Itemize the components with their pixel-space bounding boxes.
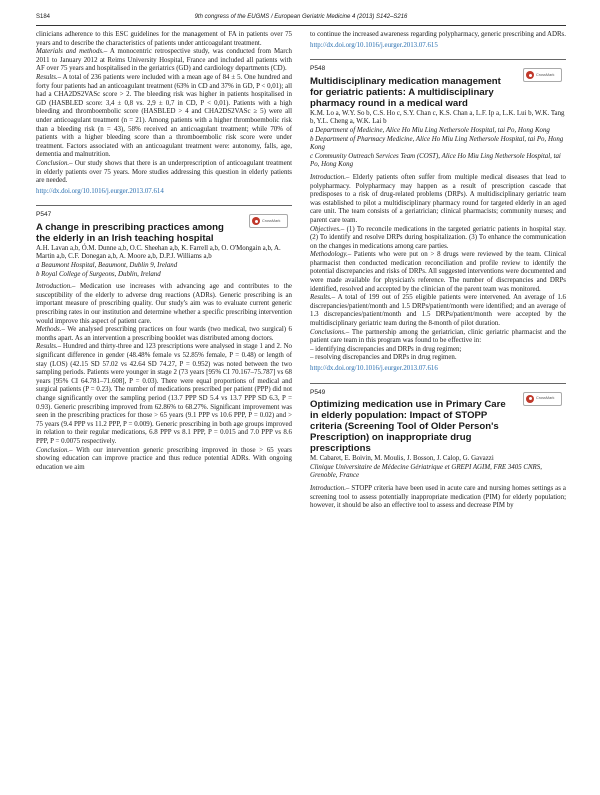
conclusion-text: With our intervention generic prescribing improved in those > 65 years showing education can improve practice and thus reduce potential ADRs. With ongoing education we aim	[36, 446, 292, 471]
results-paragraph	[36, 74, 292, 160]
author-list: K.M. Lo a, W.Y. So b, C.S. Ho c, S.Y. Chan c, K.S. Chan a, L.F. Ip a, L.K. Lui b, W.K. Tang b, Y.L. Cheng a, W.K. Lai b	[310, 109, 565, 126]
affiliation: Clinique Universitaire de Médecine Gériatrique et GREPI AGIM, FRE 3405 CNRS, Grenoble, France	[310, 463, 542, 480]
crossmark-label: CrossMark	[536, 396, 555, 401]
page-header	[36, 14, 566, 24]
objectives-text: (1) To reconcile medications in the targeted geriatric patients in hospital stay. (2) To identify and resolve DRPs during hospitalization. (3) To enhance the communication on the changes in medications among care parties.	[310, 225, 566, 250]
abstract-title: Optimizing medication use in Primary Care in elderly population: Impact of STOPP criteria (Screening Tool of Older Person's Prescription) on inappropriate drug prescriptions	[310, 399, 506, 455]
intro-label: Introduction.–	[310, 173, 350, 181]
p547-heading	[36, 211, 292, 244]
methods-label: Methods.–	[36, 326, 65, 334]
abstract-id: P547	[36, 211, 52, 219]
journal-citation: 9th congress of the EUGMS / European Geriatric Medicine 4 (2013) S142–S216	[194, 14, 408, 20]
abstract-title: Multidisciplinary medication management for geriatric patients: A multidisciplinary pharmacy round in a medical ward	[310, 75, 501, 109]
intro-text: Elderly patients often suffer from multiple medical diseases that lead to polypharmacy. Polypharmacy may happen as a result of prescription cascade that predisposes to a risk of drug-related problems (DRPs). A multidisciplinary geriatric team was established to pilot a multidisciplinary pharmacy round for targeted elderly in an aged care unit. The team consists of a geriatrician; clinical pharmacists; community nurses; and parent care team.	[310, 173, 566, 224]
conclusion-text: Our study shows that there is an underprescription of anticoagulant treatment in elderly patients over 75 years. More studies addressing this question in elderly patients are needed.	[36, 159, 292, 185]
intro-text: STOPP criteria have been used in acute care and nursing homes settings as a screening tool to assess potentially inappropriate medication (PIM) for elderly population; however, it should be also an effective tool to assess and decrease PIM by	[310, 484, 566, 510]
affiliation-a: a Department of Medicine, Alice Ho Miu Ling Nethersole Hospital, tai Po, Hong Kong	[310, 126, 550, 134]
intro-label: Introduction.–	[310, 484, 350, 492]
p548-heading	[310, 65, 566, 109]
crossmark-icon	[526, 395, 534, 403]
conclusion-label: Conclusion.–	[36, 446, 73, 454]
intro-paragraph	[310, 485, 566, 511]
conclusions-text: The partnership among the geriatrician, clinic geriatric pharmacist and the patient care team in this program was found to be effective in:	[310, 328, 566, 345]
crossmark-badge[interactable]	[249, 214, 288, 228]
doi-link-615[interactable]: http://dx.doi.org/10.1016/j.eurger.2013.07.615	[310, 41, 438, 49]
results-text: Hundred and thirty-three and 123 prescriptions were analysed in stage 1 and 2. No significant difference in gender (48.48% female vs 52.85% female, P = 0.48) or length of stay (LOS) (42.15 SD 57.02 vs 42.64 SD 74.27, P = 0.952) was noted between the two sampling periods. Patients were younger in stage 2 (73 years [95% CI 70.167–75.787] vs 68 years [95% CI 64.781–71.608], P = 0.03). There were equal proportions of medical and surgical patients (P = 0.23). The number of medications prescribed per patient (PPP) did not change significantly over the sampling period (13.7 PPP SD 5.4 vs 13.7 PPP SD 6.3, P = 0.93). Generic prescribing improved from 62.86% to 68.27%. Significant improvement was seen in the prescribing practices for those > 65 years (9.1 PPP vs 10.6 PPP, P = 0.02) and > 75 years (9.4 PPP vs 11.2 PPP, P = 0.009). Generic prescribing in both age groups improved in relation to their regular medications, 6.8 PPP vs 8.1 PPP, P = 0.015 and 7.0 PPP vs 8.6 PPP, P = 0.0075 respectively.	[36, 343, 292, 445]
crossmark-icon	[526, 71, 534, 79]
crossmark-label: CrossMark	[262, 218, 281, 223]
conclusion-label: Conclusion.–	[36, 159, 73, 167]
methods-text: A monocentric retrospective study, was conducted from March 2011 to January 2012 at Reims University Hospital, France and included all patients with AF over 75 years and hospitalised in the geriatrics (GD) and cardiology departments (CD).	[36, 48, 292, 73]
intro-paragraph	[310, 174, 566, 226]
results-paragraph	[310, 294, 566, 328]
objectives-label: Objectives.–	[310, 225, 345, 233]
affiliation-a: a Beaumont Hospital, Beaumont, Dublin 9, Ireland	[36, 262, 178, 270]
results-label: Results.–	[310, 294, 336, 302]
continuation-text: to continue the increased awareness regarding polypharmacy, generic prescribing and ADRs.	[310, 31, 566, 38]
methods-paragraph	[36, 326, 292, 343]
results-label: Results.–	[36, 343, 62, 351]
doi-link-616[interactable]: http://dx.doi.org/10.1016/j.eurger.2013.07.616	[310, 365, 438, 372]
crossmark-label: CrossMark	[536, 72, 555, 77]
intro-label: Introduction.–	[36, 283, 76, 291]
affiliation-b: b Royal College of Surgeons, Dublin, Ireland	[36, 270, 161, 278]
abstract-id: P548	[310, 65, 326, 73]
abstract-id: P549	[310, 388, 326, 396]
left-column	[36, 31, 292, 781]
bullet-item: – resolving discrepancies and DRPs in drug regimen.	[310, 354, 457, 362]
header-rule	[36, 25, 566, 26]
crossmark-badge[interactable]	[523, 68, 562, 82]
methods-label: Materials and methods.–	[36, 48, 108, 56]
methodology-label: Methodology.–	[310, 251, 352, 259]
intro-paragraph	[36, 283, 292, 326]
conclusion-paragraph	[36, 160, 292, 186]
section-divider	[310, 383, 566, 384]
conclusion-paragraph	[36, 447, 292, 473]
bullet-item: – identifying discrepancies and DRPs in drug regimen;	[310, 345, 462, 353]
page-number: S184	[36, 14, 51, 20]
affiliation-b: b Department of Pharmacy Medicine, Alice Ho Miu Ling Nethersole Hospital, tai Po, Hong Kong	[310, 135, 564, 152]
methods-paragraph	[36, 48, 292, 74]
abstract-title: A change in prescribing practices among the elderly in an Irish teaching hospital	[36, 221, 224, 244]
doi-link-614[interactable]: http://dx.doi.org/10.1016/j.eurger.2013.07.614	[36, 187, 164, 195]
affiliation-c: c Community Outreach Services Team (COST), Alice Ho Miu Ling Nethersole Hospital, tai Po, Hong Kong	[310, 152, 561, 169]
right-column	[310, 31, 566, 781]
results-label: Results.–	[36, 73, 62, 81]
intro-text: Medication use increases with advancing age and contributes to the susceptibility of the elderly to adverse drug reactions (ADRs). Generic prescribing is an important measure of prescribing quality. Our study's aim was to evaluate current generic prescribing rates in our institution and determine whether a specific prescribing intervention would improve this aspect of patient care.	[36, 283, 292, 325]
section-divider	[36, 205, 292, 206]
conclusions-label: Conclusions.–	[310, 328, 350, 336]
conclusions-paragraph	[310, 329, 566, 346]
section-divider	[310, 59, 566, 60]
results-text: A total of 236 patients were included with a mean age of 84 ± 5. One hundred and forty four patients had an anticoagulant treatment (63% in CD and 37% in GD, P < 0,01); all had a CHA2DS2VASc score > 2. The bleeding risk was higher in patients hospitalised in GD (HASBLED score: 3,4 ± 0,8 vs. 2,9 ± 0,7 in CD, P < 0,01). Patients with a high bleeding and thromboembolic score (HASBLED > 4 and CHA2DS2VASc ≥ 5) were all under anticoagulant treatment (n = 21). Among patients with a higher thromboembolic risk than a bleeding risk (n = 43), 58% received an anticoagulant treatment; while 70% of patients with a higher bleeding score than a thromboembolic risk score were under treatment. Factors associated with an anticoagulant treatment were: autonomy, falls, age, dementia and malnutrition.	[36, 73, 292, 159]
results-paragraph	[36, 343, 292, 446]
author-list: A.H. Lavan a,b, Ó.M. Dunne a,b, O.C. Sheehan a,b, K. Farrell a,b, O. O'Mongain a,b, A. Martin a,b, C.F. Donegan a,b, A. Moore a,b, D.P.J. Williams a,b	[36, 244, 281, 261]
p549-heading	[310, 389, 566, 455]
crossmark-badge[interactable]	[523, 392, 562, 406]
author-list: M. Cabaret, E. Boivin, M. Moulis, J. Bosson, J. Calop, G. Gavazzi	[310, 455, 494, 463]
methods-text: We analysed prescribing practices on four wards (two medical, two surgical) 6 months apart. As an intervention a prescribing booklet was distributed among doctors.	[36, 326, 292, 342]
methodology-text: Patients who were put on > 8 drugs were reviewed by the team. Clinical pharmacist then conducted medication reconciliation and profile review to identify the potential discrepancies and risks of DRPs. All suggested interventions were documented and were made available for physician's reference. The number of discrepancies and DRPs identified, resolved and accepted by the clinician of the parent team was monitored.	[310, 251, 566, 293]
crossmark-icon	[252, 217, 260, 225]
methodology-paragraph	[310, 251, 566, 294]
intro-continuation: clinicians adherence to this ESC guidelines for the management of FA in patients over 75 years and to describe the characteristics of patients under anticoagulant treatment.	[36, 31, 292, 47]
objectives-paragraph	[310, 226, 566, 252]
results-text: A total of 199 out of 255 eligible patients were intervened. An average of 1.6 discrepancies/patient/month and 1.5 DRPs/patient/month were identified; and an average of 1.3 discrepancies/patient/month and 1.5 DRPs/patient/month were accepted by the multidisciplinary geriatric team during the 8-month of pilot duration.	[310, 294, 566, 328]
